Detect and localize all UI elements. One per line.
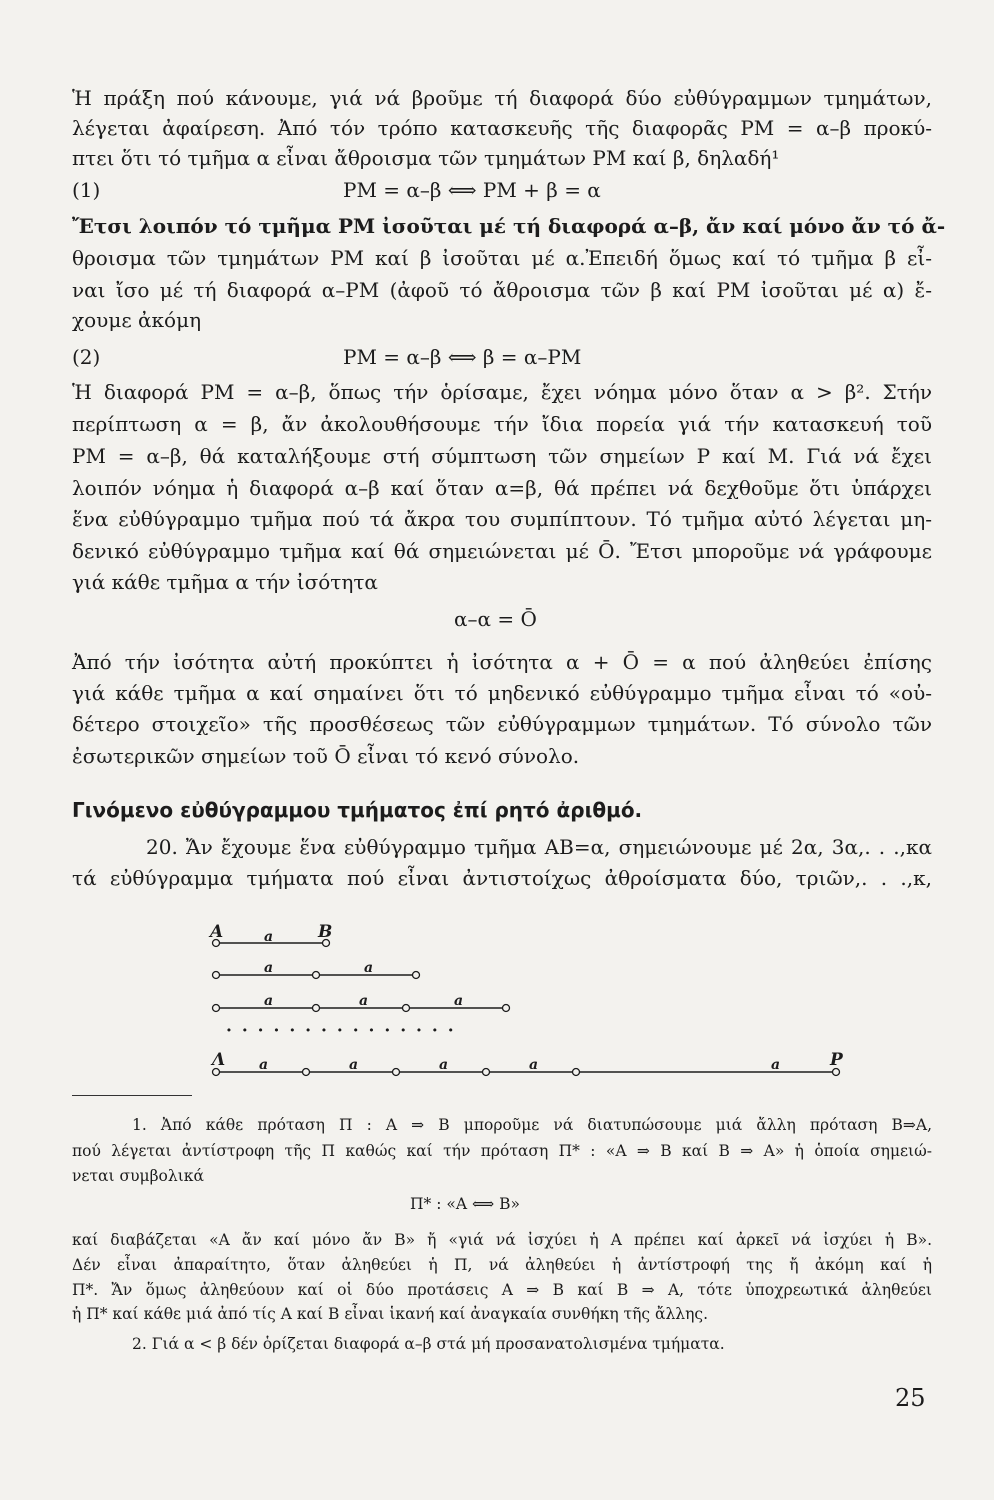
footnote-line: Π*. Ἄν ὅμως ἀληθεύουν καί οἱ δύο προτάσεις Α ⇒ Β καί Β ⇒ Α, τότε ὑποχρεωτικά ἀληθεύει [72,1281,932,1299]
label-a: a [264,929,274,945]
text-line: τά εὐθύγραμμα τμήματα πού εἶναι ἀντιστοίχως ἀθροίσματα δύο, τριῶν,. . .,κ, [72,866,932,890]
label-lambda: Λ [212,1050,226,1070]
segments-figure [196,912,856,1082]
footnote-line: 2. Γιά α < β δέν ὁρίζεται διαφορά α–β στά μή προσανατολισμένα τμήματα. [132,1335,725,1353]
text-line: λοιπόν νόημα ἡ διαφορά α–β καί ὅταν α=β, θά πρέπει νά δεχθοῦμε ὅτι ὑπάρχει [72,476,932,500]
label-a: a [349,1057,359,1073]
text-line: ναι ἴσο μέ τή διαφορά α–ΡΜ (ἀφοῦ τό ἄθροισμα τῶν β καί ΡΜ ἰσοῦται μέ α) ἔ- [72,278,932,302]
footnote-line: ἡ Π* καί κάθε μιά ἀπό τίς Α καί Β εἶναι ἱκανή καί ἀναγκαία συνθήκη τῆς ἄλλης. [72,1305,709,1323]
equation-number: (2) [72,345,101,369]
footnote-line: Δέν εἶναι ἀπαραίτητο, ὅταν ἀληθεύει ἡ Π, νά ἀληθεύει ἡ ἀντίστροφή της ἤ ἀκόμη καί ἡ [72,1256,932,1274]
equation: ΡΜ = α–β ⟺ ΡΜ + β = α [343,178,601,202]
footnote-formula: Π* : «Α ⟺ Β» [410,1195,520,1213]
label-A: A [210,922,224,942]
text-line: πτει ὅτι τό τμῆμα α εἶναι ἄθροισμα τῶν τμημάτων ΡΜ καί β, δηλαδή¹ [72,146,780,170]
label-a: a [264,960,274,976]
footnote-line: καί διαβάζεται «Α ἄν καί μόνο ἄν Β» ἤ «γιά νά ἰσχύει ἡ Α πρέπει καί ἀρκεῖ νά ἰσχύει ἡ Β». [72,1231,932,1249]
text-line: Ἔτσι λοιπόν τό τμῆμα ΡΜ ἰσοῦται μέ τή διαφορά α–β, ἄν καί μόνο ἄν τό ἄ- [72,214,946,238]
text-line: δέτερο στοιχεῖο» τῆς προσθέσεως τῶν εὐθύγραμμων τμημάτων. Τό σύνολο τῶν [72,712,932,736]
label-a: a [359,993,369,1009]
label-a: a [264,993,274,1009]
text-line: λέγεται ἀφαίρεση. Ἀπό τόν τρόπο κατασκευῆς τῆς διαφορᾶς ΡΜ = α–β προκύ- [72,116,932,140]
footnote-rule [72,1095,192,1096]
ellipsis-dots: · · · · · · · · · · · · · · · [226,1021,456,1041]
text-line: Ἡ διαφορά ΡΜ = α–β, ὅπως τήν ὁρίσαμε, ἔχει νόημα μόνο ὅταν α > β². Στήν [72,380,932,404]
text-line: γιά κάθε τμῆμα α τήν ἰσότητα [72,570,378,594]
text-line: ἕνα εὐθύγραμμο τμῆμα πού τά ἄκρα του συμπίπτουν. Τό τμῆμα αὐτό λέγεται μη- [72,507,932,531]
label-B: B [318,922,333,942]
footnote-line: νεται συμβολικά [72,1167,204,1185]
label-a: a [259,1057,269,1073]
label-a: a [439,1057,449,1073]
text-line: ΡΜ = α–β, θά καταλήξουμε στή σύμπτωση τῶν σημείων Ρ καί Μ. Γιά νά ἔχει [72,444,932,468]
footnote-line: 1. Ἀπό κάθε πρόταση Π : Α ⇒ Β μποροῦμε νά διατυπώσουμε μιά ἄλλη πρόταση Β⇒Α, [132,1116,932,1134]
text-line: χουμε ἀκόμη [72,308,202,332]
equation: α–α = Ō [454,607,537,631]
label-a: a [771,1057,781,1073]
text-line: 20. Ἄν ἔχουμε ἕνα εὐθύγραμμο τμῆμα ΑΒ=α, σημειώνουμε μέ 2α, 3α,. . .,κα [146,835,932,859]
text-line: ἐσωτερικῶν σημείων τοῦ Ō εἶναι τό κενό σύνολο. [72,744,580,768]
label-a: a [454,993,464,1009]
footnote-line: πού λέγεται ἀντίστροφη τῆς Π καθώς καί τήν πρόταση Π* : «Α ⇒ Β καί Β ⇒ Α» ἡ ὁποία σημειώ- [72,1142,932,1160]
text-line: θροισμα τῶν τμημάτων ΡΜ καί β ἰσοῦται μέ α.Ἐπειδή ὅμως καί τό τμῆμα β εἶ- [72,246,932,270]
equation-number: (1) [72,178,101,202]
equation: ΡΜ = α–β ⟺ β = α–ΡΜ [343,345,582,369]
section-heading: Γινόμενο εὐθύγραμμου τμήματος ἐπί ρητό ἀριθμό. [72,798,643,822]
label-P: P [830,1050,843,1070]
text-line: Ἡ πράξη πού κάνουμε, γιά νά βροῦμε τή διαφορά δύο εὐθύγραμμων τμημάτων, [72,86,932,110]
text-line: δενικό εὐθύγραμμο τμῆμα καί θά σημειώνεται μέ Ō. Ἔτσι μποροῦμε νά γράφουμε [72,539,932,563]
text-line: γιά κάθε τμῆμα α καί σημαίνει ὅτι τό μηδενικό εὐθύγραμμο τμῆμα εἶναι τό «οὐ- [72,681,932,705]
text-line: περίπτωση α = β, ἄν ἀκολουθήσουμε τήν ἴδια πορεία γιά τήν κατασκευή τοῦ [72,412,932,436]
page-number: 25 [895,1384,926,1412]
label-a: a [529,1057,539,1073]
text-line: Ἀπό τήν ἰσότητα αὐτή προκύπτει ἡ ἰσότητα α + Ō = α πού ἀληθεύει ἐπίσης [72,650,932,674]
label-a: a [364,960,374,976]
